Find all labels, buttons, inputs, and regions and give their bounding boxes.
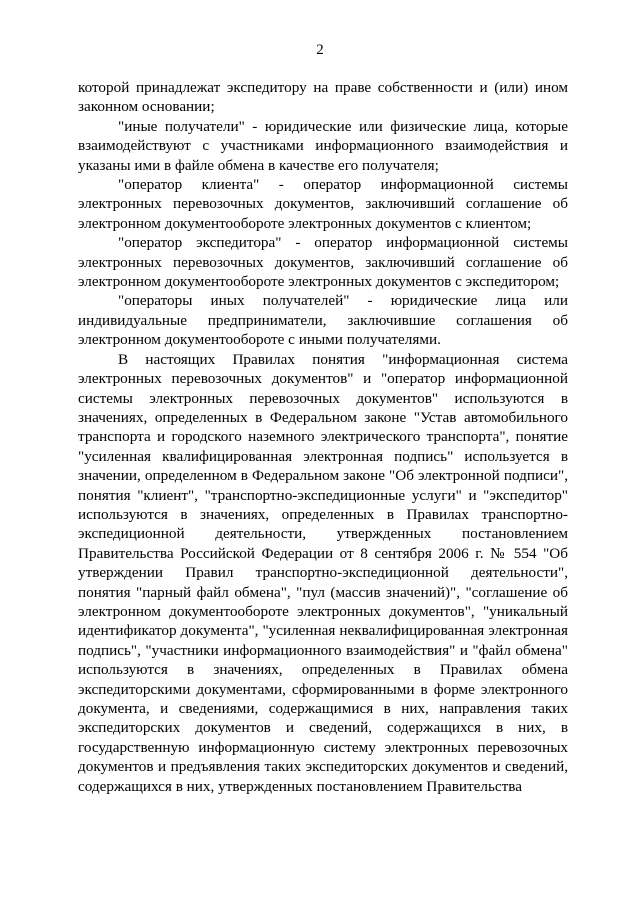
definition-other-recipients: "иные получатели" - юридические или физические лица, которые взаимодействуют с участниками информационного взаимодействия и указаны ими в файле обмена в качестве его получателя; xyxy=(78,117,568,174)
definition-client-operator: "оператор клиента" - оператор информационной системы электронных перевозочных документов, заключивший соглашение об электронном документообороте электронных документов с клиентом; xyxy=(78,176,568,232)
definition-forwarder-operator: "оператор экспедитора" - оператор информационной системы электронных перевозочных документов, заключивший соглашение об электронном документообороте электронных документов с экспедитором; xyxy=(78,234,568,291)
paragraph-continuation: которой принадлежат экспедитору на праве собственности и (или) ином законном основании; xyxy=(78,79,568,116)
terms-paragraph: В настоящих Правилах понятия "информационная система электронных перевозочных документов" и "оператор информационной системы электронных перевозочных документов" используются в значениях, определенных в Федеральном законе "Устав автомобильного транспорта и городского наземного электрического транспорта", понятие "усиленная квалифицированная электронная подпись" используется в значении, определенном в Федеральном законе "Об электронной подписи", понятия "клиент", "транспортно-экспедиционные услуги" и "экспедитор" используются в значениях, определенных в Правилах транспортно-экспедиционной деятельности, утвержденных постановлением Правительства Российской Федерации от 8 сентября 2006 г. № 554 "Об утверждении Правил транспортно-экспедиционной деятельности", понятия "парный файл обмена", "пул (массив значений)", "соглашение об электронном документообороте электронных документов", "уникальный идентификатор документа", "усиленная неквалифицированная электронная подпись", "участники информационного взаимодействия" и "файл обмена" используются в значениях, определенных в Правилах обмена экспедиторскими документами, сформированными в форме электронного документа, и сведениями, содержащимися в них, направления таких экспедиторских документов и сведений, содержащихся в них, в государственную информационную систему электронных перевозочных документов и предъявления таких экспедиторских документов и сведений, содержащихся в них, утвержденных постановлением Правительства xyxy=(78,350,568,795)
definition-other-recipients-operators: "операторы иных получателей" - юридические лица или индивидуальные предприниматели, заключившие соглашения об электронном документообороте с иными получателями. xyxy=(78,292,568,349)
document-body xyxy=(78,78,568,796)
page-number: 2 xyxy=(316,42,324,58)
